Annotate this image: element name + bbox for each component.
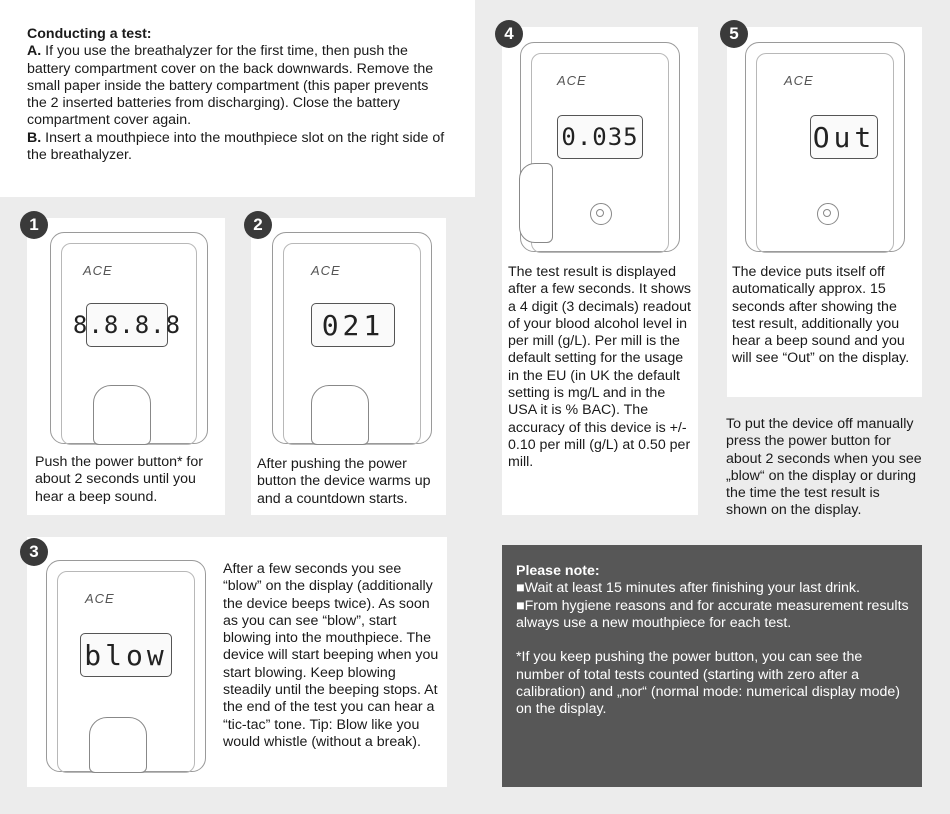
step-4-badge: 4	[495, 20, 523, 48]
step-2-badge: 2	[244, 211, 272, 239]
bullet-icon: ■	[516, 597, 525, 614]
note-text	[516, 563, 914, 719]
intro-a-text: If you use the breathalyzer for the first time, then push the battery compartment cover on the back downwards. Remove the small paper inside the battery compartment (this paper prevents the 2 inserted batteries from discharging). Close the battery compartment cover again.	[27, 43, 434, 129]
brand-logo: ACE	[557, 73, 587, 88]
bullet-icon: ■	[516, 580, 525, 597]
lcd-display: Out	[810, 115, 878, 159]
step-1-device-image	[50, 232, 208, 444]
lcd-display: 0.035	[557, 115, 643, 159]
power-button-icon	[590, 203, 612, 225]
step-4-device-image	[520, 42, 680, 252]
brand-logo: ACE	[83, 263, 113, 278]
lcd-display: 021	[311, 303, 395, 347]
manual-off-text: To put the device off manually press the power button for about 2 seconds when you see „blow“ on the display or during the time the test result is shown on the display.	[726, 416, 922, 519]
step-5-text: The device puts itself off automatically approx. 15 seconds after showing the test result, additionally you hear a beep sound and you will see “Out” on the display.	[732, 264, 910, 367]
step-3-device-image	[46, 560, 206, 772]
lcd-display: 8.8.8.8	[86, 303, 168, 347]
step-5-badge: 5	[720, 20, 748, 48]
brand-logo: ACE	[311, 263, 341, 278]
thumb-illustration	[89, 717, 147, 773]
thumb-illustration	[519, 163, 553, 243]
step-5-device-image	[745, 42, 905, 252]
brand-logo: ACE	[85, 591, 115, 606]
step-1-badge: 1	[20, 211, 48, 239]
intro-a-label: A.	[27, 43, 42, 60]
step-2-device-image	[272, 232, 432, 444]
note-footnote: *If you keep pushing the power button, you can see the number of total tests counted (starting with zero after a calibration) and „nor“ (normal mode: numerical display mode) on the display.	[516, 649, 901, 718]
note-bullet-2: From hygiene reasons and for accurate measurement results always use a new mouthpiece for each test.	[516, 597, 909, 631]
intro-heading: Conducting a test:	[27, 26, 152, 42]
thumb-illustration	[311, 385, 369, 445]
step-3-badge: 3	[20, 538, 48, 566]
intro-text	[27, 26, 452, 164]
step-4-text: The test result is displayed after a few seconds. It shows a 4 digit (3 decimals) readout of your blood alcohol level in per mill (g/L). Per mill is the default setting for the usage in the EU (in UK the default setting is mg/L and in the USA it is % BAC). The accuracy of this device is +/- 0.10 per mill (g/L) at 0.50 per mill.	[508, 264, 691, 471]
step-3-text: After a few seconds you see “blow” on the display (additionally the device beeps twice). As soon as you can see “blow”, start blowing into the mouthpiece. The device will start beeping when you start blowing. Keep blowing steadily until the beeping stops. At the end of the test you can hear a “tic-tac” tone. Tip: Blow like you would whistle (without a break).	[223, 561, 439, 750]
step-2-text: After pushing the power button the device warms up and a countdown starts.	[257, 456, 431, 507]
thumb-illustration	[93, 385, 151, 445]
intro-b-label: B.	[27, 129, 42, 146]
brand-logo: ACE	[784, 73, 814, 88]
note-heading: Please note:	[516, 563, 600, 579]
note-bullet-1: Wait at least 15 minutes after finishing your last drink.	[524, 580, 860, 597]
intro-b-text: Insert a mouthpiece into the mouthpiece slot on the right side of the breathalyzer.	[27, 129, 445, 164]
step-1-text: Push the power button* for about 2 seconds until you hear a beep sound.	[35, 454, 203, 505]
lcd-display: blow	[80, 633, 172, 677]
power-button-icon	[817, 203, 839, 225]
